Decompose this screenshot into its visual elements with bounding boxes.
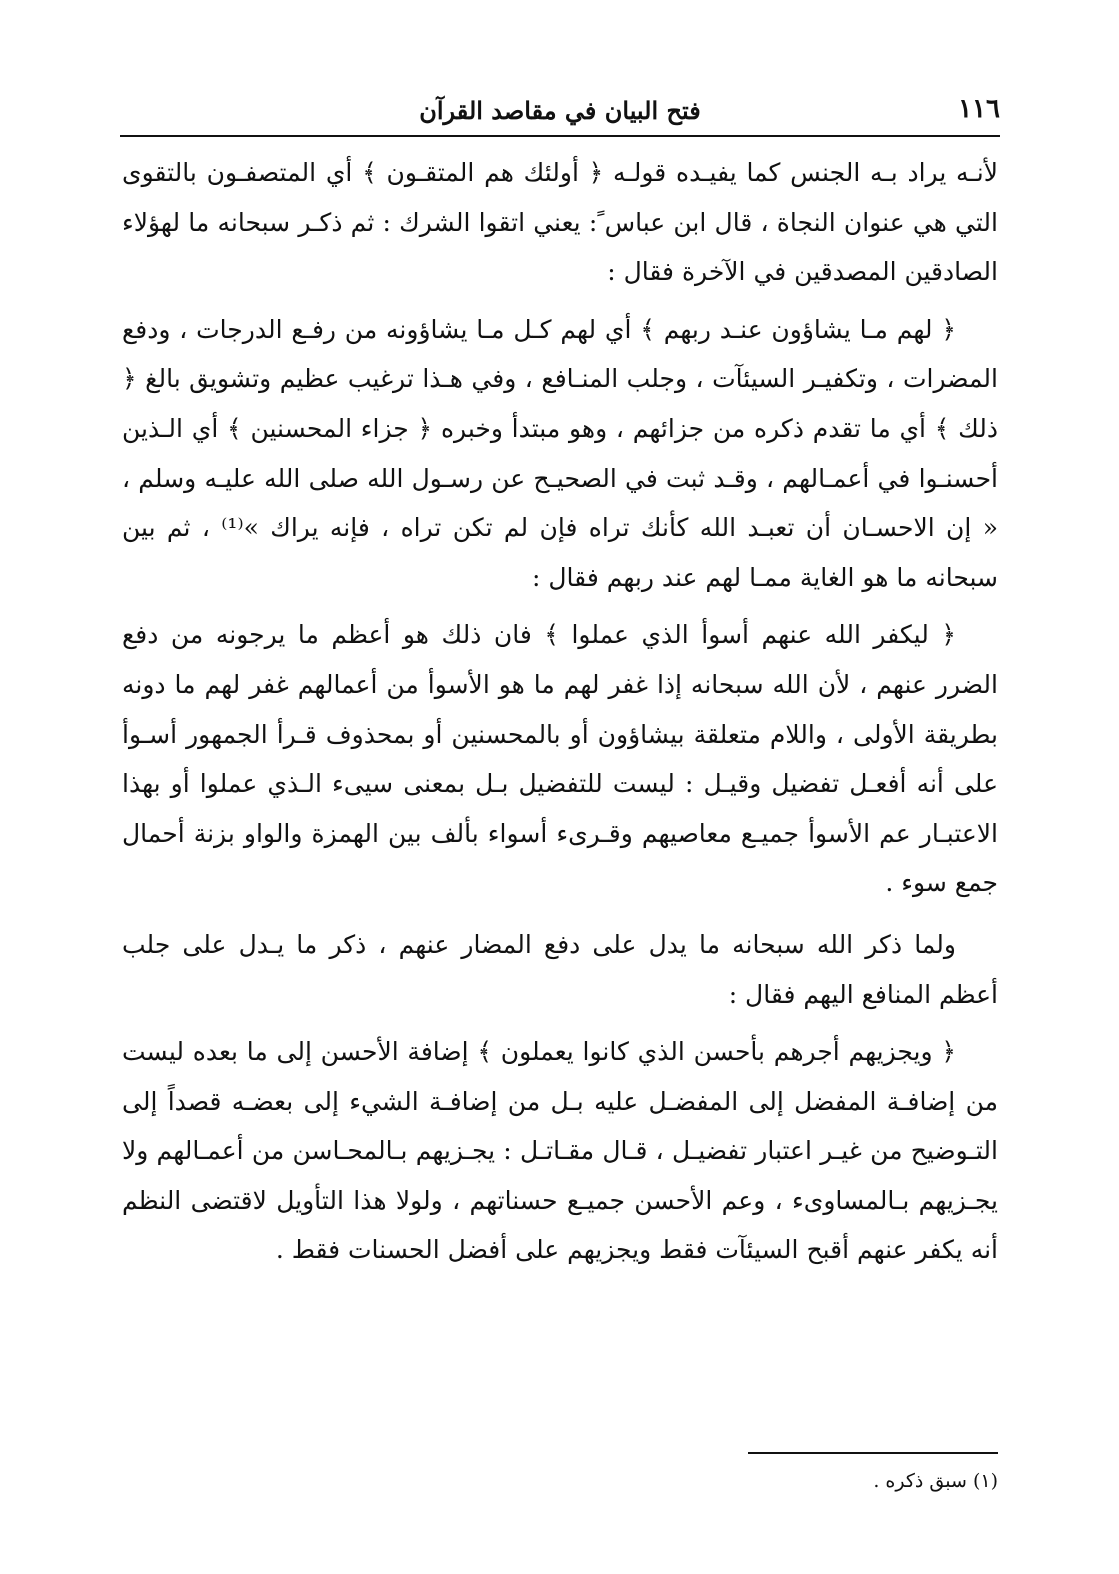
page-number: ١١٦ — [958, 94, 1000, 124]
footnote: (١) سبق ذكره . — [873, 1470, 998, 1492]
page-header — [120, 88, 1000, 132]
header-divider — [120, 135, 1000, 137]
footnote-divider — [748, 1452, 998, 1454]
paragraph-2: ﴿ لهم مـا يشاؤون عنـد ربهم ﴾ أي لهم كـل مـا يشاؤونه من رفـع الدرجات ، ودفع المضرات ، وتكفيـر السيئآت ، وجلب المنـافع ، وفي هـذا ترغيب عظيم وتشويق بالغ ﴿ ذلك ﴾ أي ما تقدم ذكره من جزائهم ، وهو مبتدأ وخبره ﴿ جزاء المحسنين ﴾ أي الـذين أحسنـوا في أعمـالهم ، وقـد ثبت في الصحيـح عن رسـول الله صلى الله عليـه وسلم ، « إن الاحسـان أن تعبـد الله كأنك تراه فإن لم تكن تراه ، فإنه يراك »⁽¹⁾ ، ثم بين سبحانه ما هو الغاية ممـا لهم عند ربهم فقال : — [122, 314, 998, 592]
paragraph-5: ﴿ ويجزيهم أجرهم بأحسن الذي كانوا يعملون ﴾ إضافة الأحسن إلى ما بعده ليست من إضافـة المفضل إلى المفضـل عليه بـل من إضافـة الشيء إلى بعضـه قصداً إلى التـوضيح من غيـر اعتبار تفضيـل ، قـال مقـاتـل : يجـزيهم بـالمحـاسن من أعمـالهم ولا يجـزيهم بـالمساوىء ، وعم الأحسن جميـع حسناتهم ، ولولا هذا التأويل لاقتضى النظم أنه يكفر عنهم أقبح السيئآت فقط ويجزيهم على أفضل الحسنات فقط . — [122, 1037, 998, 1265]
main-text — [122, 148, 998, 1283]
paragraph-1: لأنـه يراد بـه الجنس كما يفيـده قولـه ﴿ أولئك هم المتقـون ﴾ أي المتصفـون بالتقوى التي هي عنوان النجاة ، قال ابن عباسﹰ: يعني اتقوا الشرك : ثم ذكـر سبحانه ما لهؤلاء الصادقين المصدقين في الآخرة فقال : — [122, 158, 998, 287]
paragraph-4: ولما ذكر الله سبحانه ما يدل على دفع المضار عنهم ، ذكر ما يـدل على جلب أعظم المنافع اليهم فقال : — [122, 929, 998, 1009]
paragraph-3: ﴿ ليكفر الله عنهم أسوأ الذي عملوا ﴾ فان ذلك هو أعظم ما يرجونه من دفع الضرر عنهم ، لأن الله سبحانه إذا غفر لهم ما هو الأسوأ من أعمالهم غفر لهم ما دونه بطريقة الأولى ، واللام متعلقة بيشاؤون أو بالمحسنين أو بمحذوف قـرأ الجمهور أسـوأ على أنه أفعـل تفضيل وقيـل : ليست للتفضيل بـل بمعنى سيىء الـذي عملوا أو بهذا الاعتبـار عم الأسوأ جميـع معاصيهم وقـرىء أسواء بألف بين الهمزة والواو بزنة أحمال جمع سوء . — [122, 620, 998, 898]
running-title: فتح البيان في مقاصد القرآن — [419, 96, 701, 125]
